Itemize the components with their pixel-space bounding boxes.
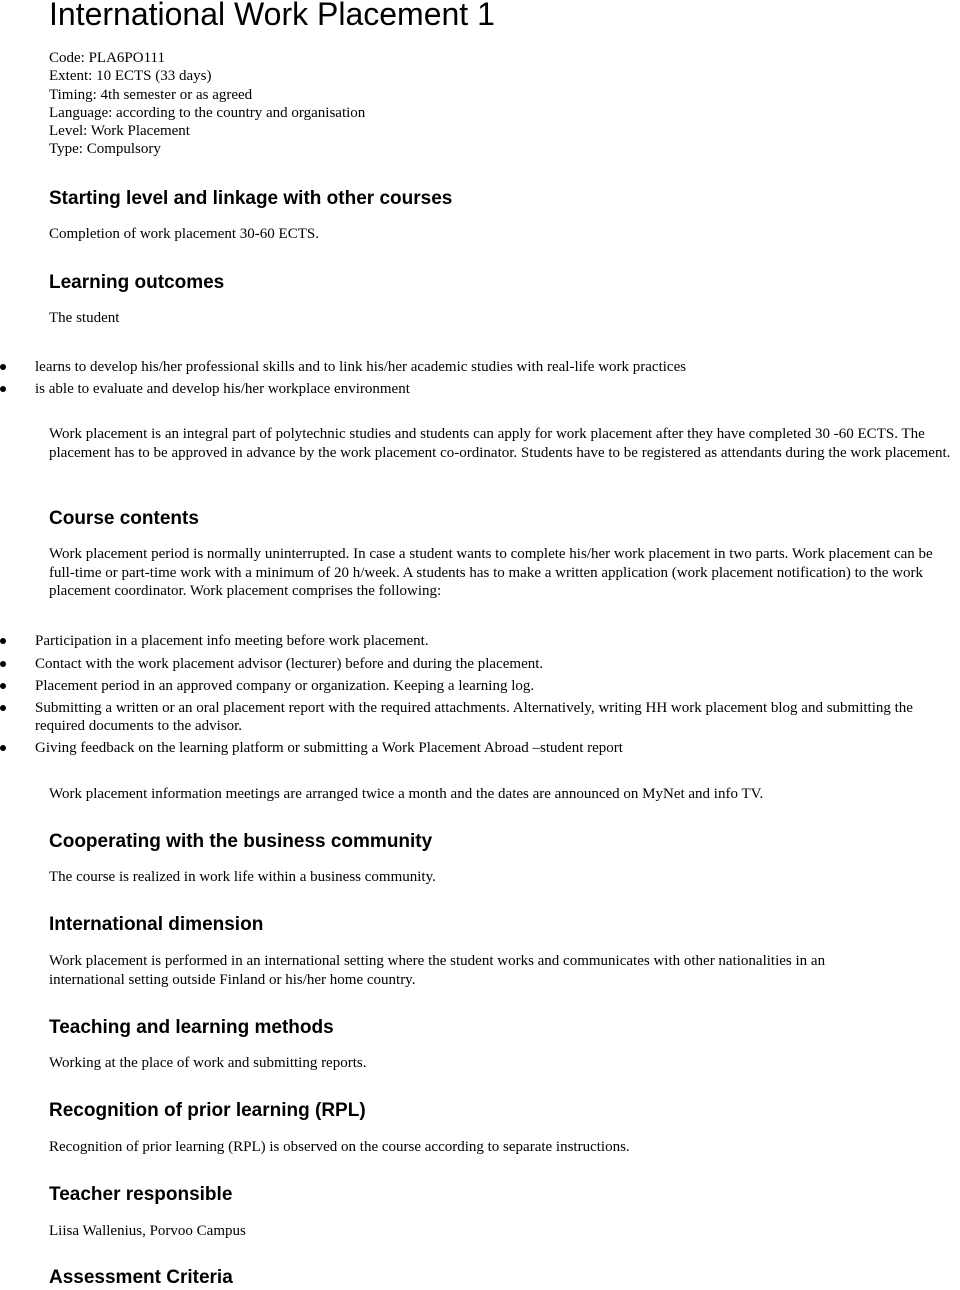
- bullet-icon: [0, 705, 6, 711]
- bullet-icon: [0, 386, 6, 392]
- page-title: International Work Placement 1: [49, 0, 495, 32]
- bullet-icon: [0, 661, 6, 667]
- list-item: [0, 677, 960, 696]
- text-learning-outcomes-intro: The student: [49, 310, 120, 326]
- list-item-text: Contact with the work placement advisor (lecturer) before and during the placement.: [35, 655, 544, 672]
- bullet-icon: [0, 745, 6, 751]
- list-item: [0, 632, 960, 651]
- text-teacher-responsible: Liisa Wallenius, Porvoo Campus: [49, 1223, 246, 1239]
- text-learning-outcomes-body: Work placement is an integral part of polytechnic studies and students can apply for work placement after they have completed 30 -60 ECTS. The placement has to be approved in advance by the work placement co-ordinator. Students have to be registered as attendants during the work placement.: [49, 426, 951, 461]
- heading-international-dimension: International dimension: [49, 914, 264, 935]
- bullet-icon: [0, 683, 6, 689]
- list-item-text: Giving feedback on the learning platform or submitting a Work Placement Abroad –student report: [35, 739, 623, 756]
- list-item-text: Participation in a placement info meeting before work placement.: [35, 633, 429, 649]
- text-international-dimension: Work placement is performed in an international setting where the student works and communicates with other nationalities in an international setting outside Finland or his/her home country.: [49, 953, 826, 988]
- text-starting-level: Completion of work placement 30-60 ECTS.: [49, 226, 319, 242]
- list-item: [0, 699, 960, 736]
- heading-business-community: Cooperating with the business community: [49, 831, 433, 852]
- bullet-icon: [0, 364, 6, 370]
- list-item-text: Placement period in an approved company or organization. Keeping a learning log.: [35, 678, 535, 694]
- heading-assessment-criteria: Assessment Criteria: [49, 1267, 233, 1288]
- meta-level: Level: Work Placement: [49, 123, 190, 140]
- heading-teacher-responsible: Teacher responsible: [49, 1184, 233, 1205]
- meta-timing: Timing: 4th semester or as agreed: [49, 86, 253, 103]
- course-contents-list: [0, 632, 960, 757]
- meta-extent: Extent: 10 ECTS (33 days): [49, 68, 212, 85]
- list-item-text: Submitting a written or an oral placement report with the required attachments. Alternatively, writing HH work placement blog and submitting the required documents to the advisor.: [35, 699, 913, 734]
- list-item: [0, 655, 960, 674]
- meta-language: Language: according to the country and organisation: [49, 104, 366, 121]
- heading-starting-level: Starting level and linkage with other courses: [49, 188, 453, 209]
- text-course-contents-meetings: Work placement information meetings are arranged twice a month and the dates are announced on MyNet and info TV.: [49, 786, 764, 802]
- list-item-text: is able to evaluate and develop his/her workplace environment: [35, 380, 410, 397]
- meta-type: Type: Compulsory: [49, 141, 161, 158]
- list-item: [0, 358, 960, 377]
- list-item: [0, 739, 960, 758]
- list-item: [0, 380, 960, 399]
- list-item-text: learns to develop his/her professional skills and to link his/her academic studies with real-life work practices: [35, 359, 687, 375]
- bullet-icon: [0, 638, 6, 644]
- text-rpl: Recognition of prior learning (RPL) is observed on the course according to separate instructions.: [49, 1139, 630, 1155]
- text-course-contents: Work placement period is normally uninterrupted. In case a student wants to complete his/her work placement in two parts. Work placement can be full-time or part-time work with a minimum of 20 h/week. A students has to make a written application (work placement notification) to the work placement coordinator. Work placement comprises the following:: [49, 546, 933, 599]
- meta-code: Code: PLA6PO111: [49, 50, 165, 66]
- text-teaching-methods: Working at the place of work and submitting reports.: [49, 1055, 367, 1071]
- learning-outcomes-list: [0, 358, 960, 398]
- heading-rpl: Recognition of prior learning (RPL): [49, 1100, 366, 1121]
- heading-course-contents: Course contents: [49, 508, 199, 529]
- heading-teaching-methods: Teaching and learning methods: [49, 1017, 334, 1038]
- heading-learning-outcomes: Learning outcomes: [49, 272, 225, 293]
- text-business-community: The course is realized in work life within a business community.: [49, 869, 436, 885]
- course-meta: [49, 49, 365, 159]
